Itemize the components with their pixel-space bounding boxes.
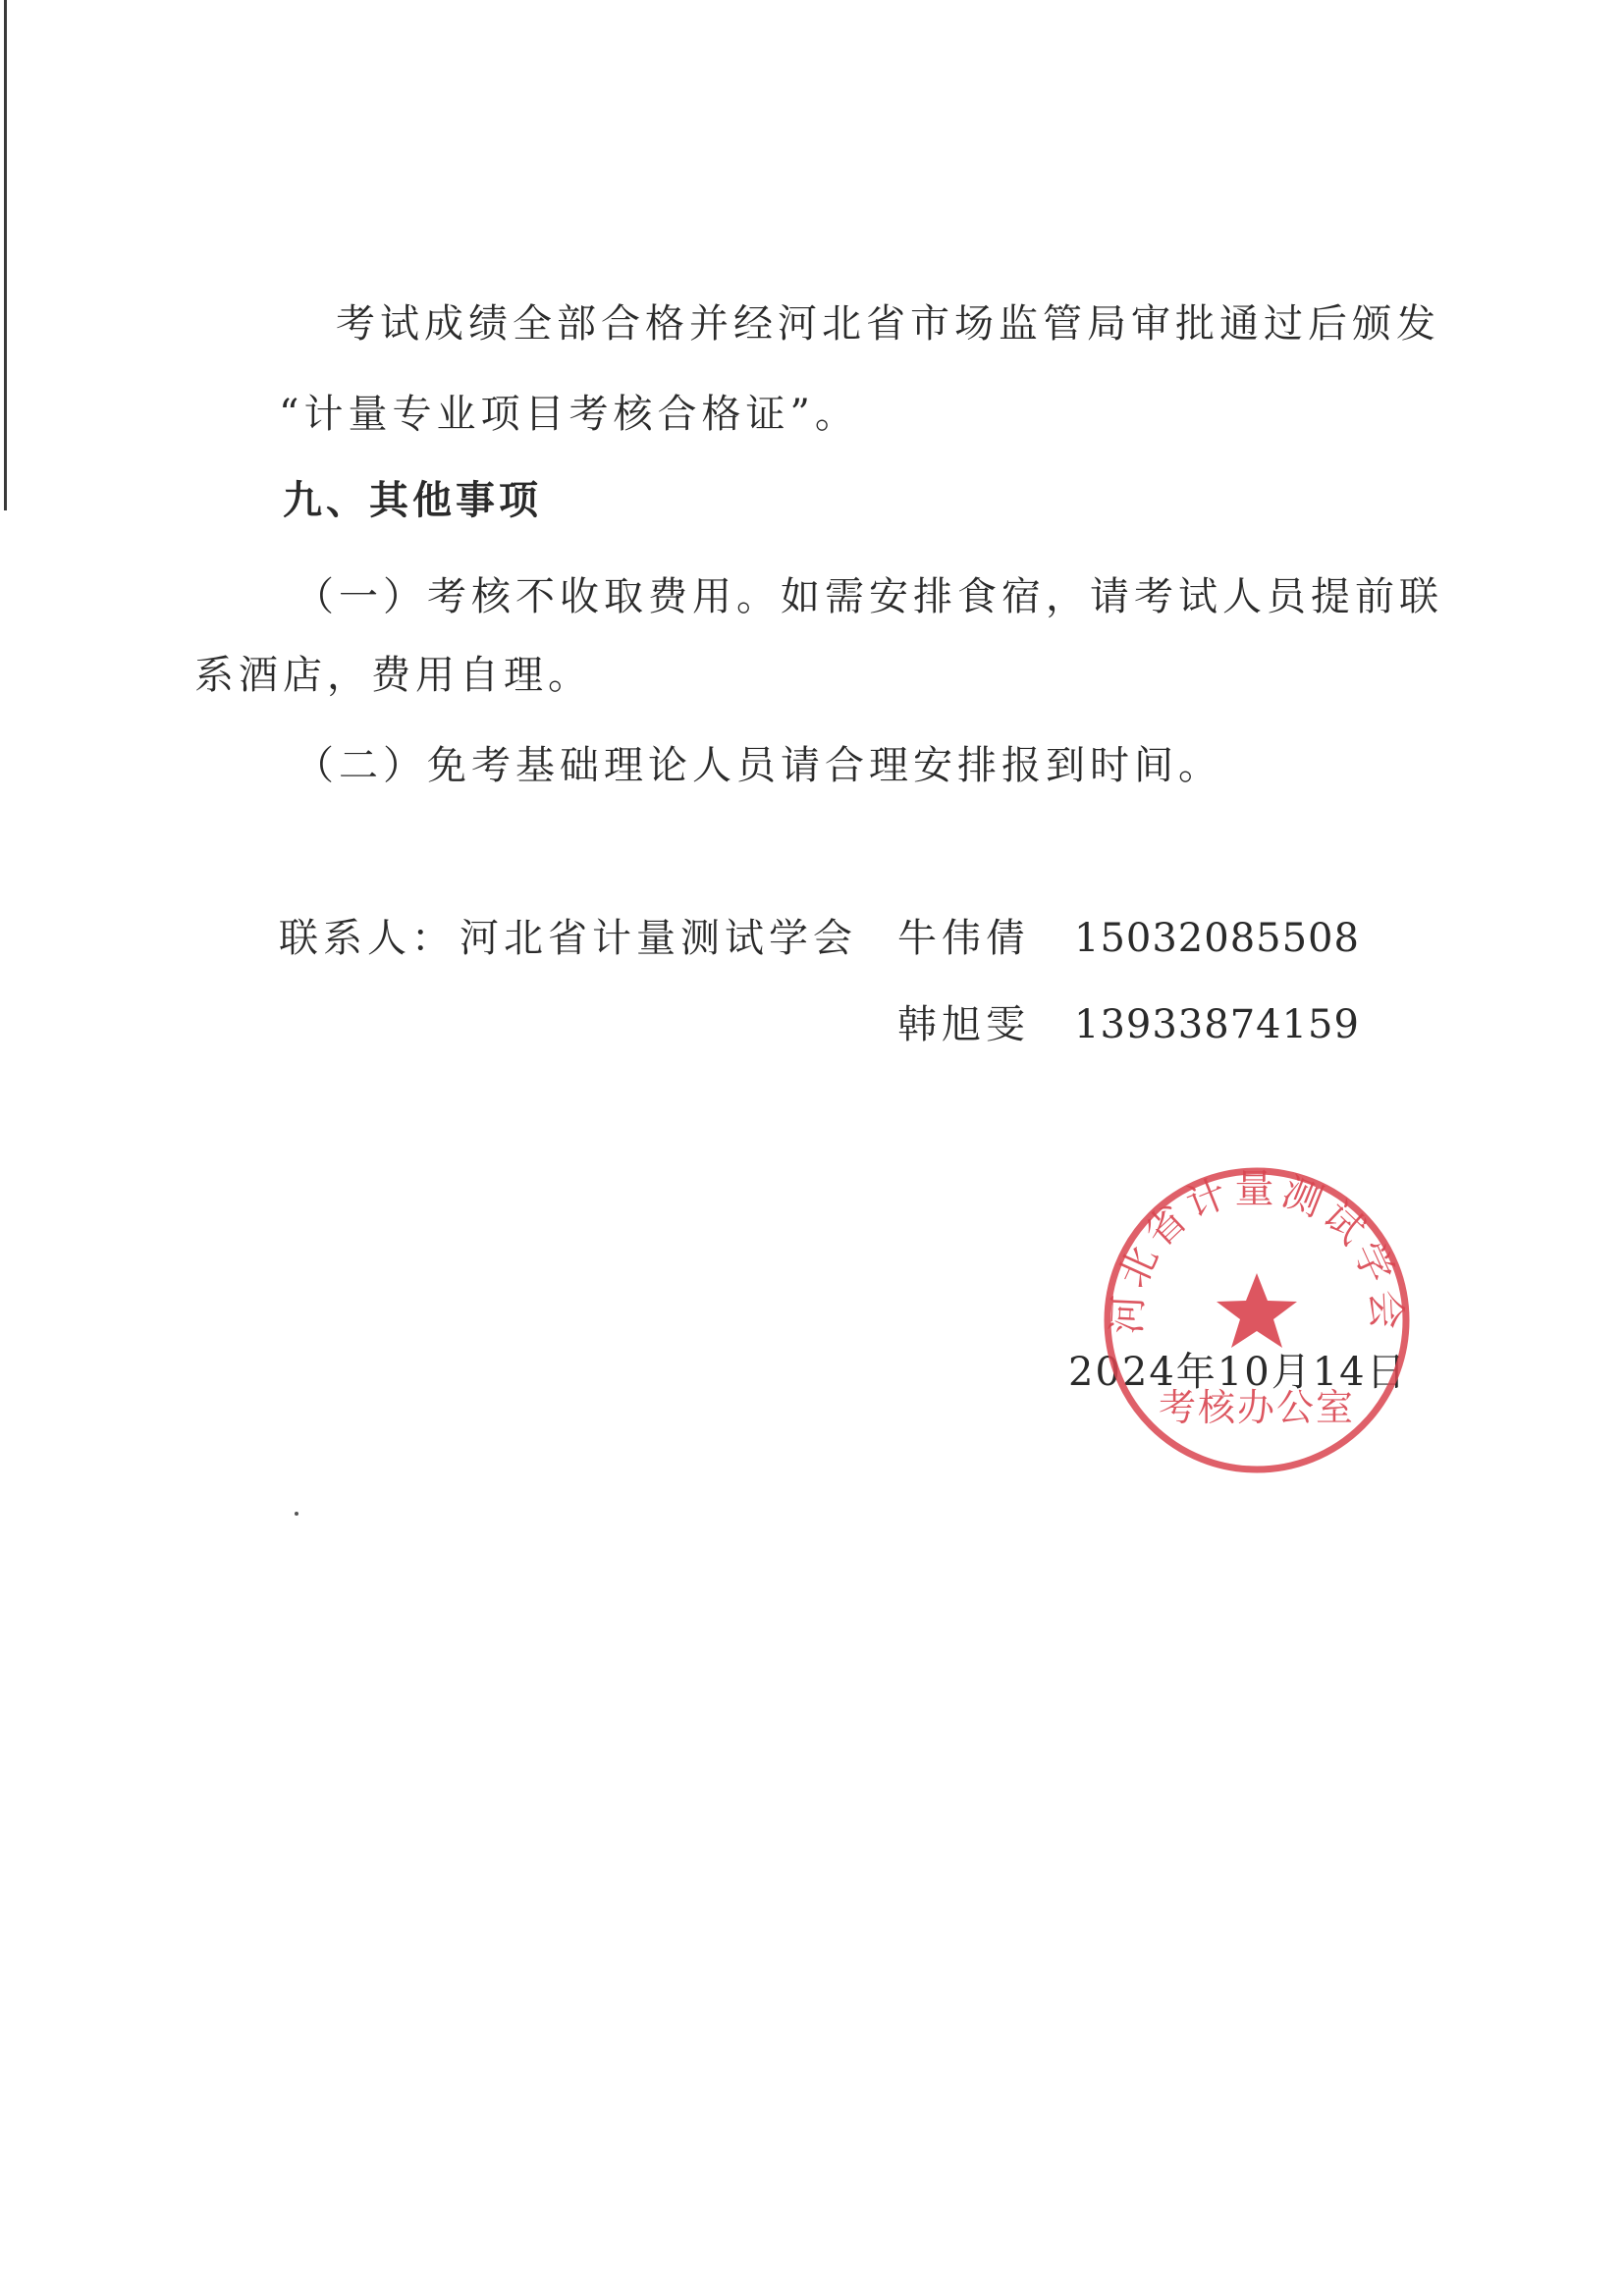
document-date: 2024年10月14日 <box>1068 1350 1408 1395</box>
seal-star-icon <box>1217 1273 1297 1348</box>
seal-bottom-text: 考核办公室 <box>1158 1386 1356 1429</box>
paragraph-line: “计量专业项目考核合格证”。 <box>279 392 859 437</box>
official-seal <box>1100 1163 1414 1477</box>
paragraph-line: 考试成绩全部合格并经河北省市场监管局审批通过后颁发 <box>336 301 1440 347</box>
paragraph-line: 系酒店，费用自理。 <box>194 653 592 698</box>
paragraph-line: （二）免考基础理论人员请合理安排报到时间。 <box>295 743 1222 788</box>
contact-phone: 15032085508 <box>1074 916 1360 961</box>
section-heading: 九、其他事项 <box>283 478 542 523</box>
paragraph-line: （一）考核不收取费用。如需安排食宿，请考试人员提前联 <box>295 574 1443 619</box>
scan-speck <box>295 1512 298 1516</box>
contact-phone: 13933874159 <box>1074 1002 1360 1047</box>
scan-edge-line <box>4 0 7 510</box>
contact-name: 韩旭雯 <box>897 1002 1030 1047</box>
contact-name: 牛伟倩 <box>897 916 1030 961</box>
contact-organization: 河北省计量测试学会 <box>460 916 857 961</box>
contact-label: 联系人： <box>279 916 456 961</box>
seal-ring-text: 河北省计量测试学会 <box>1105 1166 1409 1336</box>
